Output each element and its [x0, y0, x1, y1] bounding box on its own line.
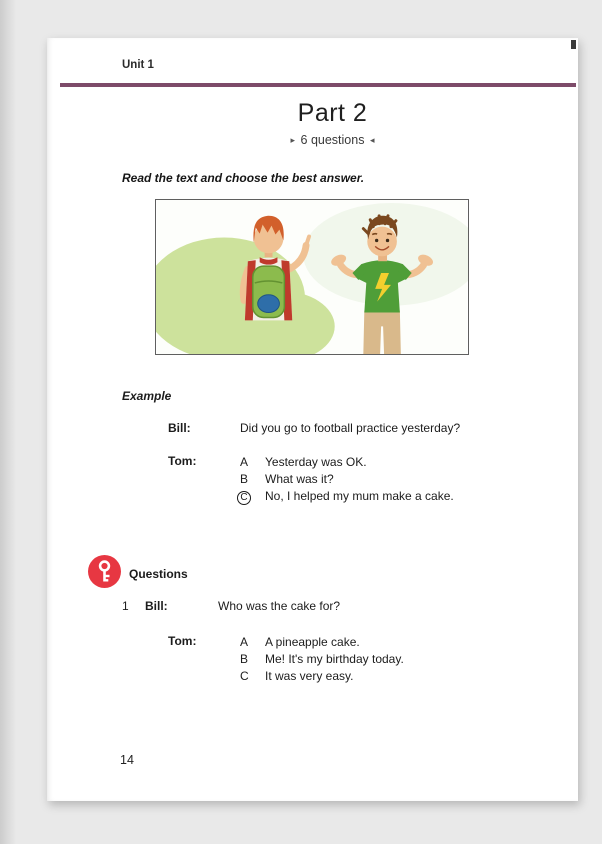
option-letter: B — [240, 472, 249, 486]
right-pointing-triangle-icon: ▸ — [290, 135, 296, 145]
book-page — [47, 38, 578, 801]
question-1-answer-row — [168, 634, 404, 685]
scan-corner-artifact — [571, 40, 576, 49]
dialogue-illustration — [155, 199, 469, 355]
question-number: 1 — [122, 599, 129, 613]
unit-label: Unit 1 — [122, 59, 154, 71]
dialogue-line: Who was the cake for? — [218, 599, 341, 613]
speaker-label: Bill: — [168, 421, 191, 435]
option-letter: A — [240, 635, 249, 649]
header-rule — [60, 83, 576, 87]
answer-option — [240, 634, 404, 651]
questions-heading: Questions — [129, 567, 188, 581]
speaker-label: Tom: — [168, 454, 197, 468]
option-letter: C — [240, 488, 265, 505]
example-heading: Example — [122, 389, 172, 403]
speaker-label: Tom: — [168, 634, 197, 648]
answer-option — [240, 668, 404, 685]
page-number: 14 — [120, 753, 134, 767]
example-answer-row — [168, 454, 454, 505]
option-text: No, I helped my mum make a cake. — [265, 489, 454, 503]
option-letter: A — [240, 455, 249, 469]
questions-count-text: 6 questions — [300, 133, 365, 147]
option-text: What was it? — [265, 472, 334, 486]
option-letter: B — [240, 652, 249, 666]
answer-option — [240, 471, 454, 488]
example-options — [240, 454, 454, 505]
part-title: Part 2 — [297, 99, 368, 127]
option-letter: C — [240, 669, 249, 683]
question-1-prompt-row — [122, 599, 340, 613]
option-text: It was very easy. — [265, 669, 354, 683]
key-icon — [88, 555, 121, 588]
speaker-label: Bill: — [145, 599, 168, 613]
question-1-options — [240, 634, 404, 685]
option-text: Me! It's my birthday today. — [265, 652, 404, 666]
answer-option — [240, 454, 454, 471]
left-pointing-triangle-icon: ◂ — [369, 135, 375, 145]
dialogue-line: Did you go to football practice yesterday? — [240, 421, 461, 435]
two-boys-talking-illustration — [156, 200, 468, 354]
instruction-text: Read the text and choose the best answer. — [122, 171, 365, 185]
option-text: Yesterday was OK. — [265, 455, 367, 469]
example-prompt-row — [168, 421, 460, 435]
answer-option — [240, 488, 454, 505]
answer-option — [240, 651, 404, 668]
questions-count — [122, 133, 543, 147]
option-text: A pineapple cake. — [265, 635, 360, 649]
part-header — [122, 99, 543, 147]
